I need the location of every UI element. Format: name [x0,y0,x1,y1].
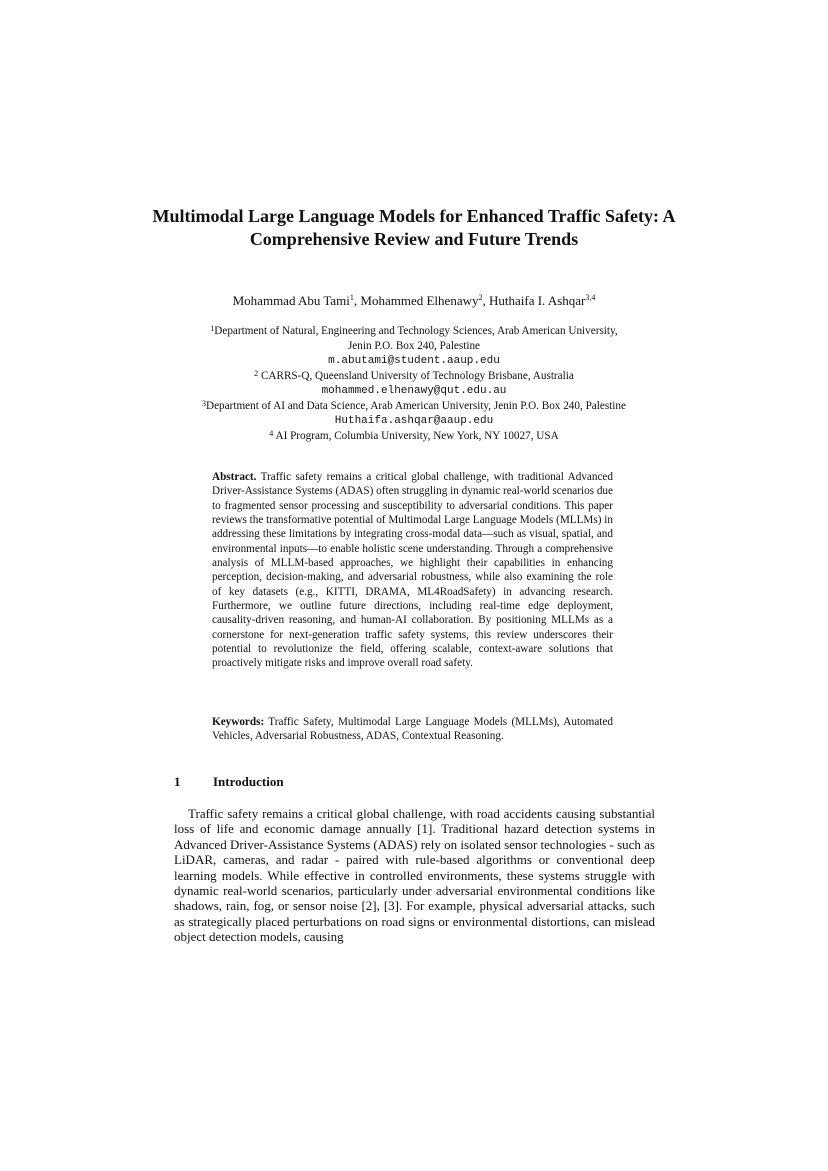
keywords-label: Keywords: [212,716,265,728]
section-heading [174,774,284,790]
abstract [212,470,613,671]
affiliation-text: Department of AI and Data Science, Arab American University, Jenin P.O. Box 240, Palestine [206,400,626,412]
author-name: Mohammed Elhenawy [360,293,479,308]
email-link[interactable]: Huthaifa.ashqar@aaup.edu [334,415,494,427]
affiliation-list [160,324,668,444]
affiliation-mark: 3 [202,399,207,408]
affiliation-1 [160,324,668,339]
affiliation-mark: 4 [269,429,274,438]
section-title: Introduction [213,774,284,789]
email-link[interactable]: m.abutami@student.aaup.edu [328,355,500,367]
affiliation-text: AI Program, Columbia University, New York, NY 10027, USA [275,430,559,442]
affiliation-text: Department of Natural, Engineering and Technology Sciences, Arab American University, [214,325,618,337]
author-affiliation-mark: 2 [478,293,483,302]
keywords [212,715,613,744]
affiliation-text: CARRS-Q, Queensland University of Technology Brisbane, Australia [260,370,574,382]
keywords-text: Traffic Safety, Multimodal Large Language Models (MLLMs), Automated Vehicles, Adversarial Robustness, ADAS, Contextual Reasoning. [212,716,613,743]
body-text [174,806,655,945]
affiliation-2 [160,369,668,384]
affiliation-1-address: Jenin P.O. Box 240, Palestine [347,340,481,352]
affiliation-mark: 2 [254,369,259,378]
affiliation-mark: 1 [210,324,215,333]
section-number: 1 [174,774,181,789]
affiliation-3 [160,399,668,414]
author-list: Mohammad Abu Tami$^1$, Mohammed Elhenawy$^2$, Huthaifa I. Ashqar$^{3,4}$ [232,293,596,308]
email-link[interactable]: mohammed.elhenawy@qut.edu.au [321,385,507,397]
affiliation-4 [160,429,668,444]
paper-title: Multimodal Large Language Models for Enhanced Traffic Safety: A Comprehensive Review and Future Trends [152,206,676,249]
paragraph: Traffic safety remains a critical global challenge, with road accidents causing substantial loss of life and economic damage annually [1]. Traditional hazard detection systems in Advanced Driver-Assistance Systems (ADAS) rely on isolated sensor technologies - such as LiDAR, cameras, and radar - paired with rule-based algorithms or conventional deep learning models. While effective in controlled environments, these systems struggle with dynamic real-world scenarios, particularly under adversarial environmental conditions like shadows, rain, fog, or sensor noise [2], [3]. For example, physical adversarial attacks, such as strategically placed perturbations on road signs or environmental distortions, can mislead object detection models, causing [174,806,655,945]
abstract-text: Traffic safety remains a critical global challenge, with traditional Advanced Driver-Assistance Systems (ADAS) often struggling in dynamic real-world scenarios due to fragmented sensor processing and susceptibility to adversarial conditions. This paper reviews the transformative potential of Multimodal Large Language Models (MLLMs) in addressing these limitations by integrating cross-modal data—such as visual, spatial, and environmental inputs—to enable holistic scene understanding. Through a comprehensive analysis of MLLM-based approaches, we highlight their capabilities in enhancing perception, decision-making, and adversarial robustness, while also examining the role of key datasets (e.g., KITTI, DRAMA, ML4RoadSafety) in advancing research. Furthermore, we outline future directions, including real-time edge deployment, causality-driven reasoning, and human-AI collaboration. By positioning MLLMs as a cornerstone for next-generation traffic safety systems, this review underscores their potential to revolutionize the field, offering scalable, context-aware solutions that proactively mitigate risks and improve overall road safety. [212,471,613,670]
author-name: Mohammad Abu Tami [232,293,350,308]
author-name: Huthaifa I. Ashqar [488,293,586,308]
author-affiliation-mark: 3,4 [585,293,596,302]
abstract-label: Abstract. [212,471,257,483]
author-affiliation-mark: 1 [349,293,354,302]
